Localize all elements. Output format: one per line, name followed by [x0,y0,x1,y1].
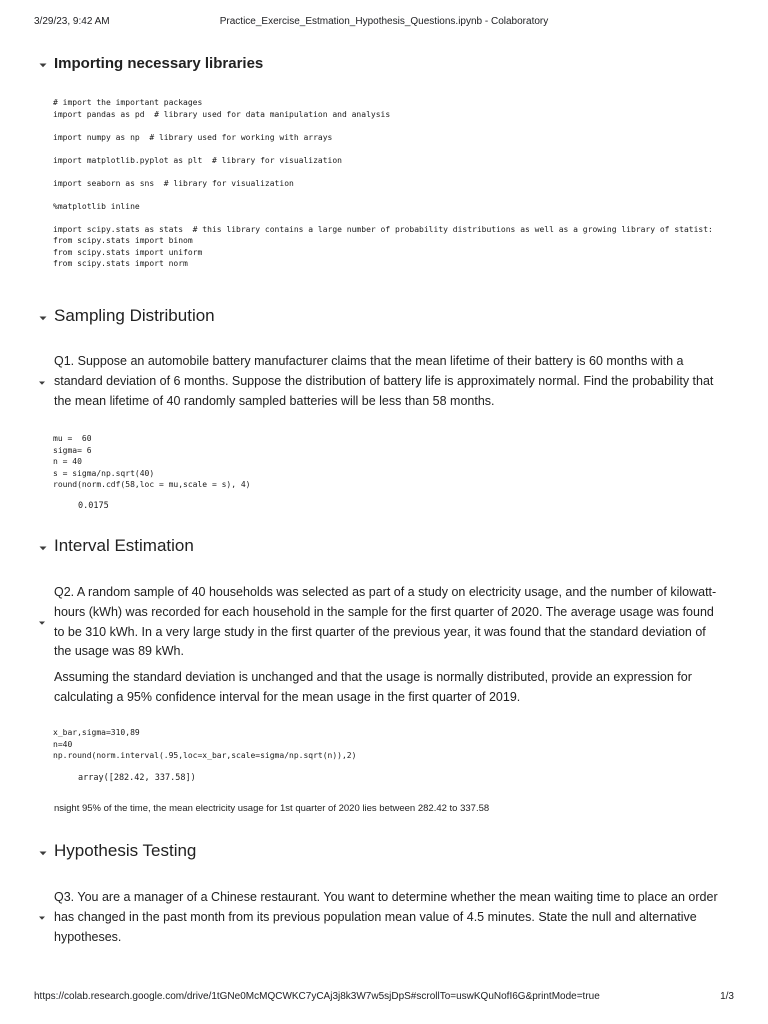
section-heading-sampling: Sampling Distribution [54,306,215,325]
code-cell-imports[interactable]: # import the important packages import pandas as pd # library used for data manipulation and analysis import numpy as np # library used for working with arrays import matplotlib.pyplot as plt # library for visualization import seaborn as sns # library for visualization %matplotlib inline import scipy.stats as stats # this library contains a large number of probability distributions as well as a growing library of statist: from scipy.stats import binom from scipy.stats import uniform from scipy.stats import norm [53,98,713,268]
collapse-section-icon[interactable] [38,543,48,553]
collapse-cell-icon[interactable] [37,618,47,628]
section-heading-interval: Interval Estimation [54,536,194,555]
print-document-title: Practice_Exercise_Estmation_Hypothesis_Questions.ipynb - Colaboratory [219,16,549,27]
question-q1: Q1. Suppose an automobile battery manufacturer claims that the mean lifetime of their battery is 60 months with a standard deviation of 6 months. Suppose the distribution of battery life is approximately normal. Find the probability that the mean lifetime of 40 randomly sampled batteries will be less than 58 months. [54,354,714,408]
markdown-cell-q1 [54,352,719,411]
question-q3: Q3. You are a manager of a Chinese restaurant. You want to determine whether the mean waiting time to place an order has changed in the past month from its previous population mean value of 4.5 minutes. State the null and alternative hypotheses. [54,890,718,944]
code-cell-q2[interactable]: x_bar,sigma=310,89 n=40 np.round(norm.interval(.95,loc=x_bar,scale=sigma/np.sqrt(n)),2) [53,728,357,760]
question-q2-continued: Assuming the standard deviation is unchanged and that the usage is normally distributed, provide an expression for calculating a 95% confidence interval for the mean usage in the first quarter of 2019. [54,670,692,704]
markdown-cell-q3 [54,888,719,947]
code-cell-q1[interactable]: mu = 60 sigma= 6 n = 40 s = sigma/np.sqrt(40) round(norm.cdf(58,loc = mu,scale = s), 4) [53,434,251,489]
collapse-section-icon[interactable] [38,848,48,858]
section-heading-hypothesis: Hypothesis Testing [54,841,197,860]
print-header [34,16,734,30]
print-url: https://colab.research.google.com/drive/1tGNe0McMQCWKC7yCAj3j8k3W7w5sjDpS#scrollTo=uswKQuNofI6G&printMode=true [34,991,600,1002]
markdown-cell-q2 [54,583,719,708]
collapse-section-icon[interactable] [38,60,48,70]
output-q1: 0.0175 [78,501,109,511]
insight-text: nsight 95% of the time, the mean electricity usage for 1st quarter of 2020 lies between 282.42 to 337.58 [54,803,490,814]
collapse-section-icon[interactable] [38,313,48,323]
collapse-cell-icon[interactable] [37,913,47,923]
section-heading-imports: Importing necessary libraries [54,55,264,72]
question-q2: Q2. A random sample of 40 households was selected as part of a study on electricity usage, and the number of kilowatt-hours (kWh) was recorded for each household in the sample for the first quarter of 2020. The average usage was found to be 310 kWh. In a very large study in the first quarter of the previous year, it was found that the standard deviation of the usage was 89 kWh. [54,585,717,659]
print-footer [34,991,734,1005]
collapse-cell-icon[interactable] [37,378,47,388]
print-date: 3/29/23, 9:42 AM [34,16,110,27]
output-q2: array([282.42, 337.58]) [78,773,196,783]
page-number: 1/3 [720,991,734,1002]
